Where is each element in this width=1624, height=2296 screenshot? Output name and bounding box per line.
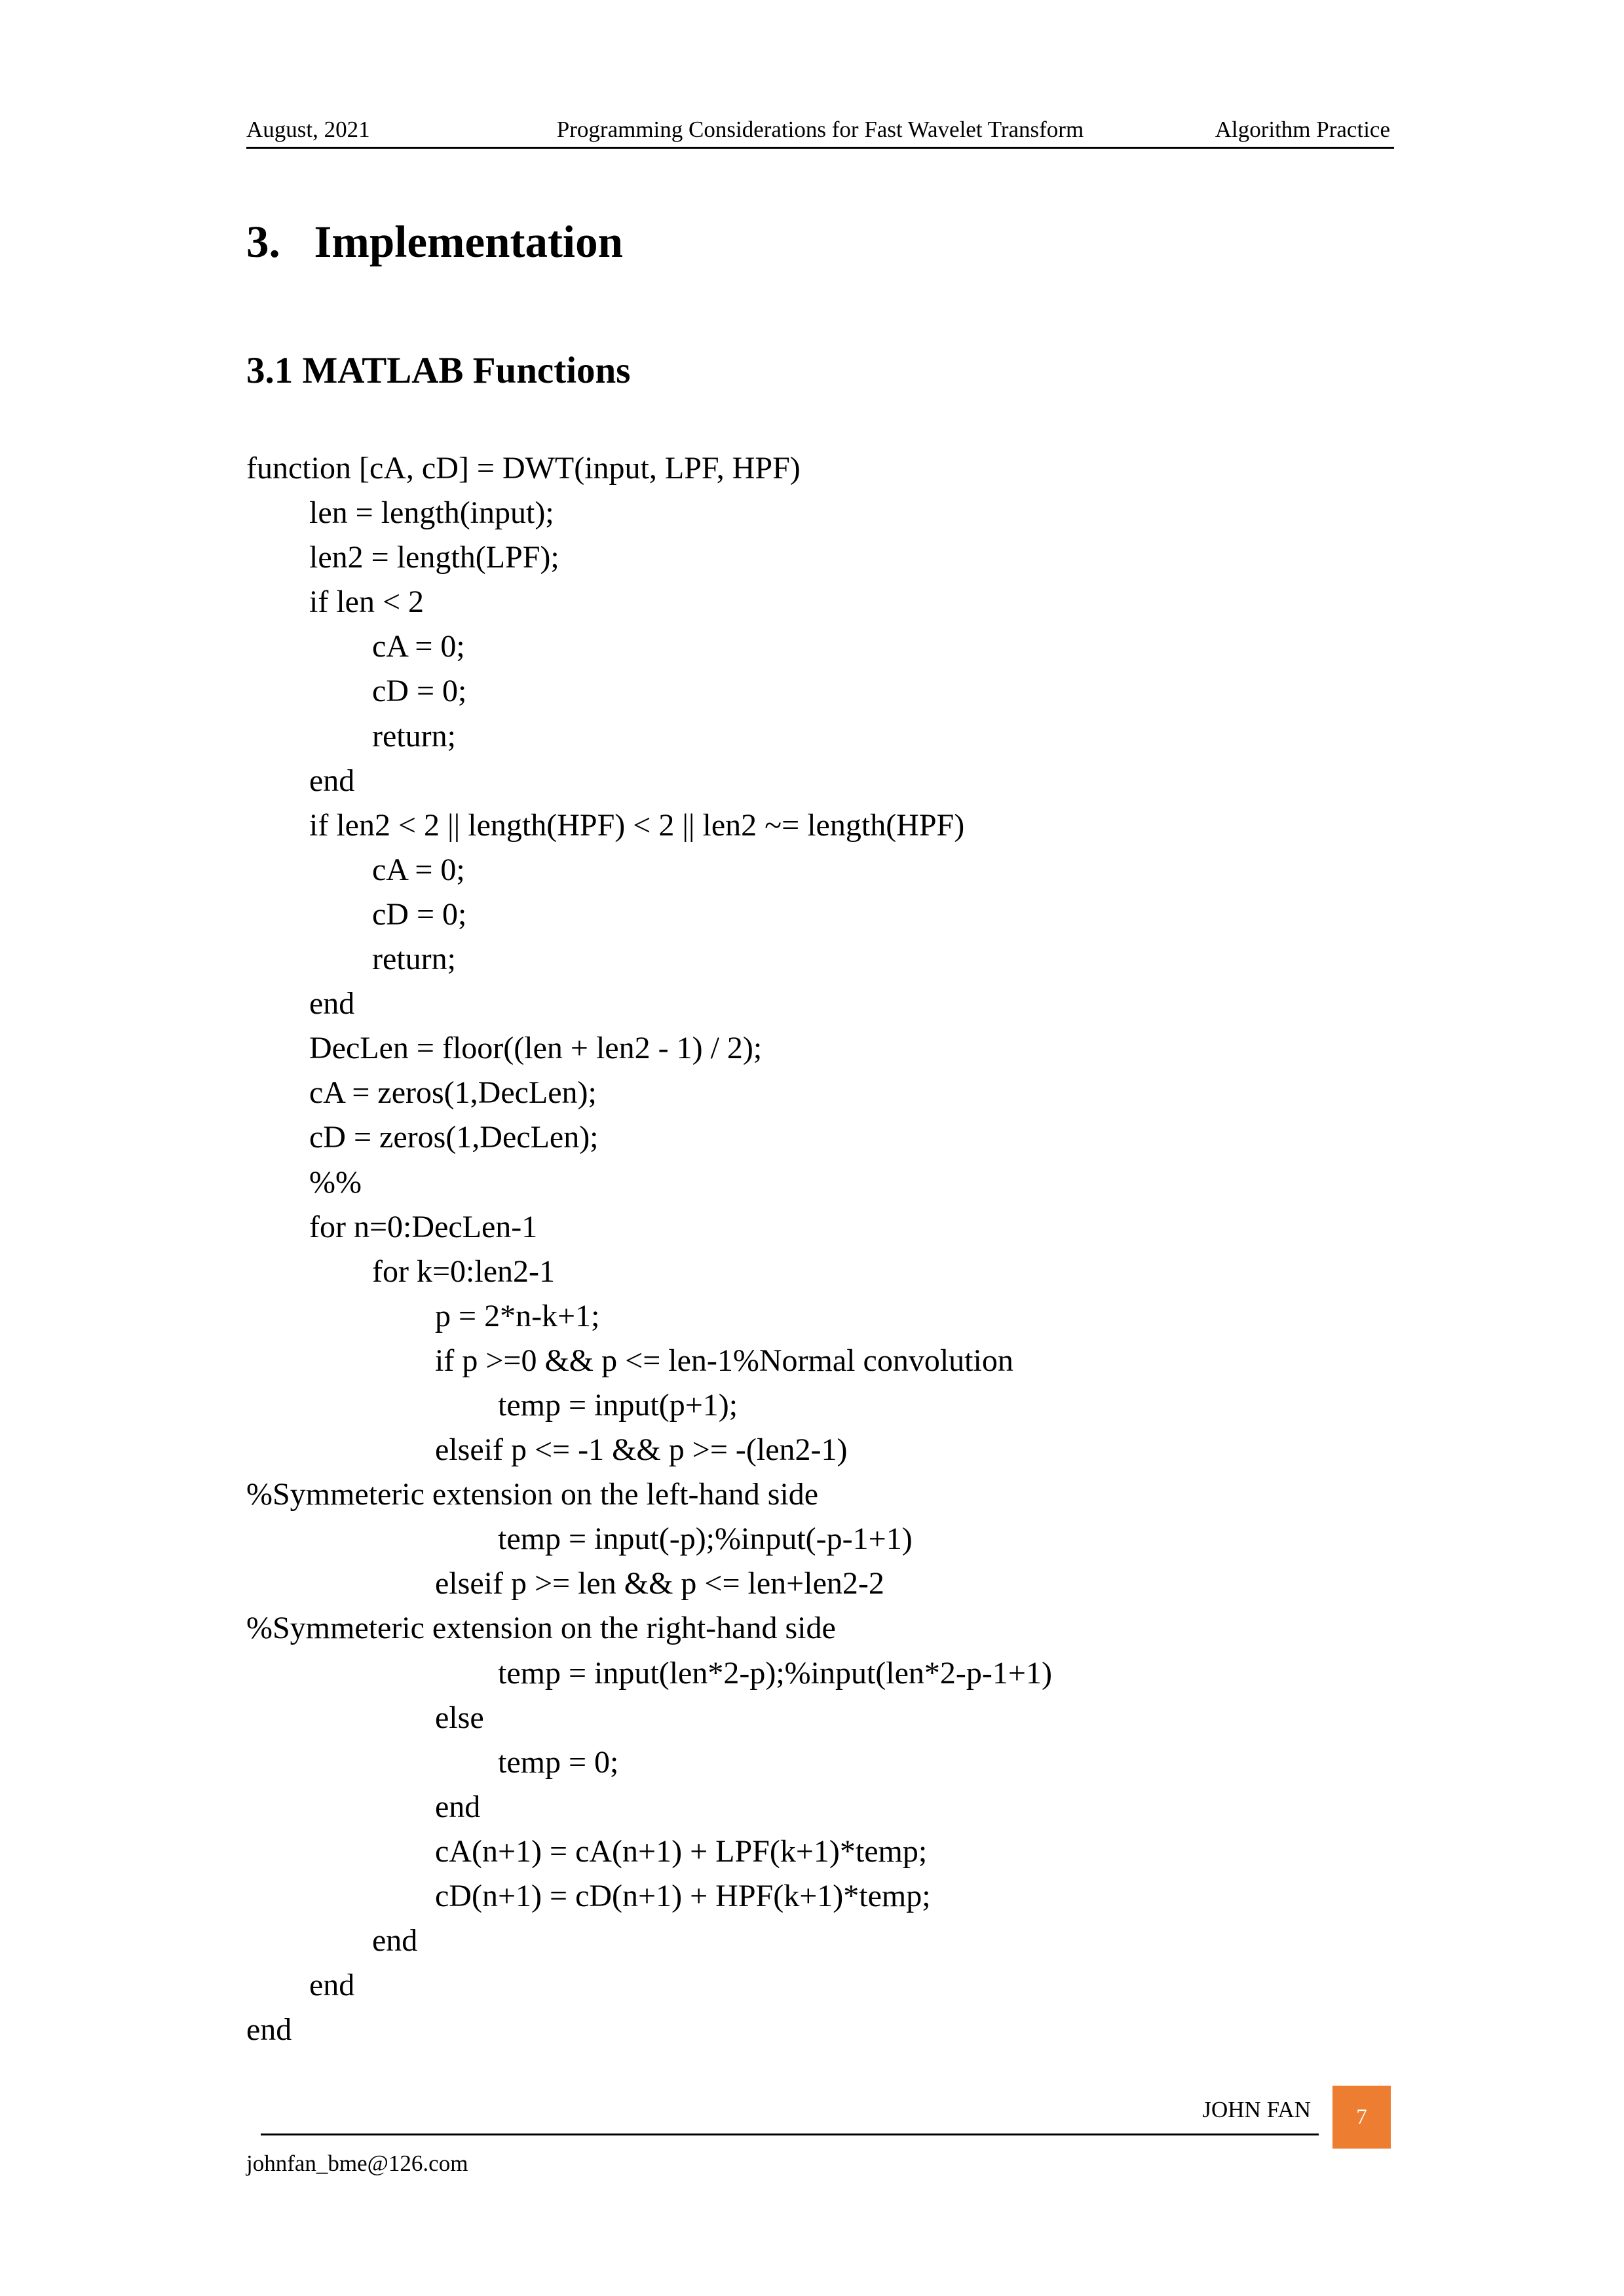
code-line: end [246, 2012, 292, 2048]
code-line: %Symmeteric extension on the left-hand side [246, 1477, 819, 1512]
code-line: cA = 0; [246, 629, 465, 664]
code-line: len = length(input); [246, 495, 554, 531]
code-line: %% [246, 1164, 362, 1200]
code-line: return; [246, 942, 456, 977]
code-line: elseif p <= -1 && p >= -(len2-1) [246, 1432, 848, 1468]
code-block [246, 446, 1052, 2052]
code-line: if len < 2 [246, 584, 425, 620]
header-date: August, 2021 [246, 117, 370, 142]
code-line: temp = input(-p);%input(-p-1+1) [246, 1521, 913, 1557]
code-line: temp = input(p+1); [246, 1387, 738, 1423]
code-line: if len2 < 2 || length(HPF) < 2 || len2 ~= length(HPF) [246, 807, 965, 843]
code-line: cD = 0; [246, 674, 467, 709]
code-line: cA(n+1) = cA(n+1) + LPF(k+1)*temp; [246, 1833, 928, 1869]
code-line: for k=0:len2-1 [246, 1253, 555, 1289]
code-line: end [246, 1968, 355, 2003]
footer-author: JOHN FAN [1202, 2097, 1311, 2122]
code-line: cA = zeros(1,DecLen); [246, 1075, 597, 1111]
section-title: 3. Implementation [246, 217, 623, 267]
code-line: if p >=0 && p <= len-1%Normal convolution [246, 1343, 1013, 1378]
code-line: len2 = length(LPF); [246, 540, 559, 575]
footer-email: johnfan_bme@126.com [246, 2151, 468, 2176]
code-line: elseif p >= len && p <= len+len2-2 [246, 1566, 884, 1601]
code-line: temp = input(len*2-p);%input(len*2-p-1+1) [246, 1655, 1052, 1691]
subsection-title: 3.1 MATLAB Functions [246, 350, 631, 391]
code-line: function [cA, cD] = DWT(input, LPF, HPF) [246, 451, 801, 486]
code-line: cD(n+1) = cD(n+1) + HPF(k+1)*temp; [246, 1879, 931, 1913]
code-line: return; [246, 718, 456, 754]
code-line: temp = 0; [246, 1744, 619, 1780]
code-line: end [246, 1789, 481, 1824]
code-line: p = 2*n-k+1; [246, 1298, 600, 1333]
code-line: else [246, 1700, 484, 1735]
code-line: end [246, 763, 355, 798]
header-title: Programming Considerations for Fast Wavelet Transform [556, 117, 1084, 142]
code-line: cD = zeros(1,DecLen); [246, 1120, 599, 1155]
code-line: end [246, 1923, 418, 1959]
code-line: for n=0:DecLen-1 [246, 1209, 538, 1244]
header-category: Algorithm Practice [1215, 117, 1390, 142]
code-line: DecLen = floor((len + len2 - 1) / 2); [246, 1031, 763, 1066]
page-number-badge: 7 [1332, 2086, 1391, 2149]
code-line: %Symmeteric extension on the right-hand side [246, 1611, 836, 1646]
code-line: end [246, 986, 355, 1022]
code-line: cA = 0; [246, 852, 465, 887]
code-line: cD = 0; [246, 896, 467, 932]
page-header [246, 110, 1394, 149]
footer-divider [261, 2133, 1319, 2135]
